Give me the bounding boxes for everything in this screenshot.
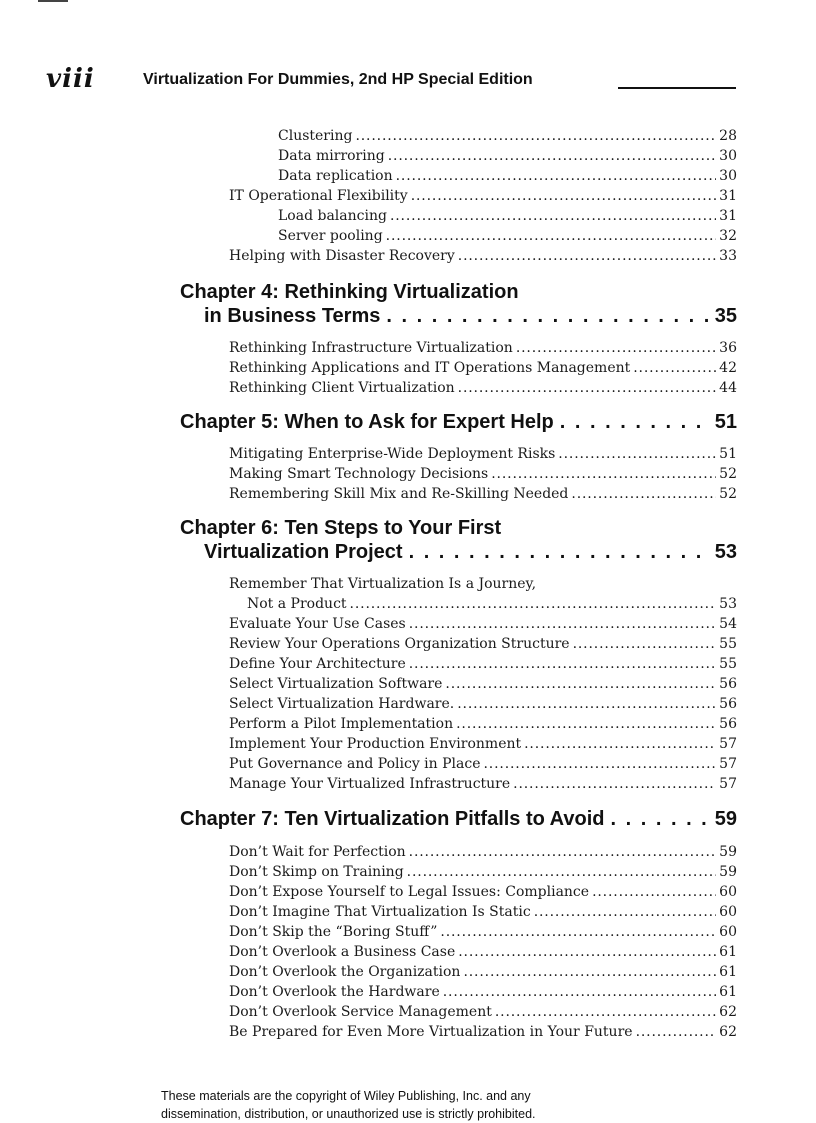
chapter-5-title: Chapter 5: When to Ask for Expert Help <box>180 411 554 433</box>
toc-entry-title: Be Prepared for Even More Virtualization in Your Future <box>229 1024 633 1040</box>
toc-entry-title: Select Virtualization Hardware. <box>229 696 455 712</box>
toc-entry-page: 62 <box>719 1024 737 1040</box>
toc-entry-page: 61 <box>719 964 737 980</box>
toc-entry[interactable] <box>229 1004 737 1020</box>
toc-entry-title: Mitigating Enterprise-Wide Deployment Risks <box>229 446 556 462</box>
chapter-6-page: 53 <box>714 541 737 563</box>
toc-entry-title: Implement Your Production Environment <box>229 736 522 752</box>
toc-entry-title: Don’t Overlook the Organization <box>229 964 461 980</box>
chapter-5-heading[interactable] <box>180 411 737 434</box>
toc-entry[interactable] <box>229 380 737 396</box>
toc-entry[interactable] <box>229 360 737 376</box>
copyright-notice <box>161 1087 536 1123</box>
toc-entry[interactable] <box>229 676 737 692</box>
toc-entry-title: Perform a Pilot Implementation <box>229 716 454 732</box>
toc-entry[interactable] <box>229 466 737 482</box>
toc-entry-page: 55 <box>719 656 737 672</box>
chapter-7-heading[interactable] <box>180 808 737 831</box>
toc-entry-title: Remember That Virtualization Is a Journey, <box>229 576 537 592</box>
toc-entry-page: 30 <box>719 168 737 184</box>
toc-entry[interactable] <box>278 208 737 224</box>
toc-entry-page: 57 <box>719 736 737 752</box>
toc-entry[interactable] <box>229 944 737 960</box>
toc-entry[interactable] <box>229 756 737 772</box>
toc-entry-page: 52 <box>719 466 737 482</box>
toc-entry-page: 55 <box>719 636 737 652</box>
toc-entry[interactable] <box>229 340 737 356</box>
toc-entry[interactable] <box>278 228 737 244</box>
toc-entry-title: Don’t Imagine That Virtualization Is Static <box>229 904 531 920</box>
toc-entry[interactable] <box>229 1024 737 1040</box>
toc-entry-page: 54 <box>719 616 737 632</box>
page-number: viii <box>46 64 95 94</box>
toc-entry[interactable] <box>229 616 737 632</box>
chapter-4-page: 35 <box>714 305 737 327</box>
toc-entry-title: Don’t Overlook Service Management <box>229 1004 492 1020</box>
chapter-7-page: 59 <box>714 808 737 830</box>
toc-entry-page: 60 <box>719 904 737 920</box>
toc-entry-title: Rethinking Infrastructure Virtualization <box>229 340 513 356</box>
toc-entry[interactable] <box>229 486 737 502</box>
toc-entry-page: 36 <box>719 340 737 356</box>
chapter-4-title-cont: in Business Terms <box>204 305 381 327</box>
toc-entry-page: 44 <box>719 380 737 396</box>
toc-entry[interactable] <box>247 596 737 612</box>
toc-entry-title: Manage Your Virtualized Infrastructure <box>229 776 511 792</box>
chapter-4-heading-line2[interactable] <box>204 305 737 328</box>
toc-entry[interactable] <box>229 636 737 652</box>
toc-entry-title: Rethinking Applications and IT Operations Management <box>229 360 631 376</box>
toc-entry-title: Server pooling <box>278 228 383 244</box>
toc-entry-page: 33 <box>719 248 737 264</box>
toc-entry[interactable] <box>229 924 737 940</box>
toc-entry-page: 56 <box>719 696 737 712</box>
toc-entry-page: 28 <box>719 128 737 144</box>
toc-entry-title: Put Governance and Policy in Place <box>229 756 481 772</box>
toc-entry[interactable] <box>278 128 737 144</box>
toc-entry[interactable] <box>229 984 737 1000</box>
toc-entry[interactable] <box>229 188 737 204</box>
toc-entry-title: Rethinking Client Virtualization <box>229 380 455 396</box>
toc-entry-page: 51 <box>719 446 737 462</box>
toc-entry[interactable] <box>229 736 737 752</box>
toc-entry[interactable] <box>278 148 737 164</box>
toc-entry-page: 30 <box>719 148 737 164</box>
toc-entry-page: 32 <box>719 228 737 244</box>
chapter-4-heading-line1[interactable]: Chapter 4: Rethinking Virtualization <box>180 281 519 303</box>
toc-entry-title: Don’t Wait for Perfection <box>229 844 406 860</box>
toc-entry[interactable] <box>229 776 737 792</box>
toc-entry-page: 56 <box>719 676 737 692</box>
toc-entry-title: Remembering Skill Mix and Re-Skilling Needed <box>229 486 569 502</box>
toc-entry-title: Don’t Skimp on Training <box>229 864 404 880</box>
toc-entry-page: 56 <box>719 716 737 732</box>
toc-entry-page: 42 <box>719 360 737 376</box>
chapter-7-title: Chapter 7: Ten Virtualization Pitfalls to Avoid <box>180 808 605 830</box>
toc-entry-page: 60 <box>719 884 737 900</box>
toc-entry-title: IT Operational Flexibility <box>229 188 408 204</box>
chapter-6-title-cont: Virtualization Project <box>204 541 403 563</box>
toc-entry[interactable] <box>229 446 737 462</box>
toc-entry[interactable] <box>229 656 737 672</box>
toc-entry-title: Making Smart Technology Decisions <box>229 466 489 482</box>
toc-entry-page: 60 <box>719 924 737 940</box>
toc-entry-page: 61 <box>719 984 737 1000</box>
toc-entry[interactable] <box>229 964 737 980</box>
toc-entry-title: Define Your Architecture <box>229 656 406 672</box>
toc-entry-title: Helping with Disaster Recovery <box>229 248 455 264</box>
toc-entry-title: Select Virtualization Software <box>229 676 443 692</box>
chapter-6-heading-line1[interactable]: Chapter 6: Ten Steps to Your First <box>180 517 502 539</box>
toc-entry-page: 59 <box>719 864 737 880</box>
toc-entry-title: Don’t Overlook a Business Case <box>229 944 456 960</box>
header-rule <box>618 87 736 89</box>
copyright-line-2: dissemination, distribution, or unauthorized use is strictly prohibited. <box>161 1107 536 1121</box>
toc-entry-title: Don’t Skip the “Boring Stuff” <box>229 924 438 940</box>
toc-entry[interactable] <box>229 864 737 880</box>
toc-entry[interactable] <box>278 168 737 184</box>
book-title: Virtualization For Dummies, 2nd HP Special Edition <box>143 71 533 88</box>
chapter-6-heading-line2[interactable] <box>204 541 737 564</box>
toc-entry-page: 59 <box>719 844 737 860</box>
toc-entry[interactable] <box>229 844 737 860</box>
toc-entry[interactable] <box>229 696 737 712</box>
toc-entry-title: Evaluate Your Use Cases <box>229 616 406 632</box>
toc-entry-title: Clustering <box>278 128 353 144</box>
toc-entry-title: Review Your Operations Organization Structure <box>229 636 570 652</box>
toc-entry-title: Load balancing <box>278 208 387 224</box>
toc-entry[interactable] <box>229 716 737 732</box>
copyright-line-1: These materials are the copyright of Wiley Publishing, Inc. and any <box>161 1089 531 1103</box>
top-edge-mark <box>38 0 68 2</box>
toc-entry-page: 53 <box>719 596 737 612</box>
chapter-5-page: 51 <box>714 411 737 433</box>
toc-entry-title: Data replication <box>278 168 393 184</box>
toc-entry-title: Not a Product <box>247 596 347 612</box>
toc-entry-page: 57 <box>719 776 737 792</box>
toc-entry-wrap-line[interactable] <box>229 576 737 592</box>
toc-entry-page: 62 <box>719 1004 737 1020</box>
toc-entry-title: Data mirroring <box>278 148 385 164</box>
toc-entry-title: Don’t Expose Yourself to Legal Issues: Compliance <box>229 884 590 900</box>
toc-entry-page: 61 <box>719 944 737 960</box>
toc-entry[interactable] <box>229 248 737 264</box>
page-header <box>46 66 736 96</box>
toc-entry[interactable] <box>229 904 737 920</box>
toc-entry-title: Don’t Overlook the Hardware <box>229 984 440 1000</box>
toc-entry[interactable] <box>229 884 737 900</box>
toc-entry-page: 31 <box>719 208 737 224</box>
toc-entry-page: 52 <box>719 486 737 502</box>
toc-entry-page: 57 <box>719 756 737 772</box>
toc-entry-page: 31 <box>719 188 737 204</box>
